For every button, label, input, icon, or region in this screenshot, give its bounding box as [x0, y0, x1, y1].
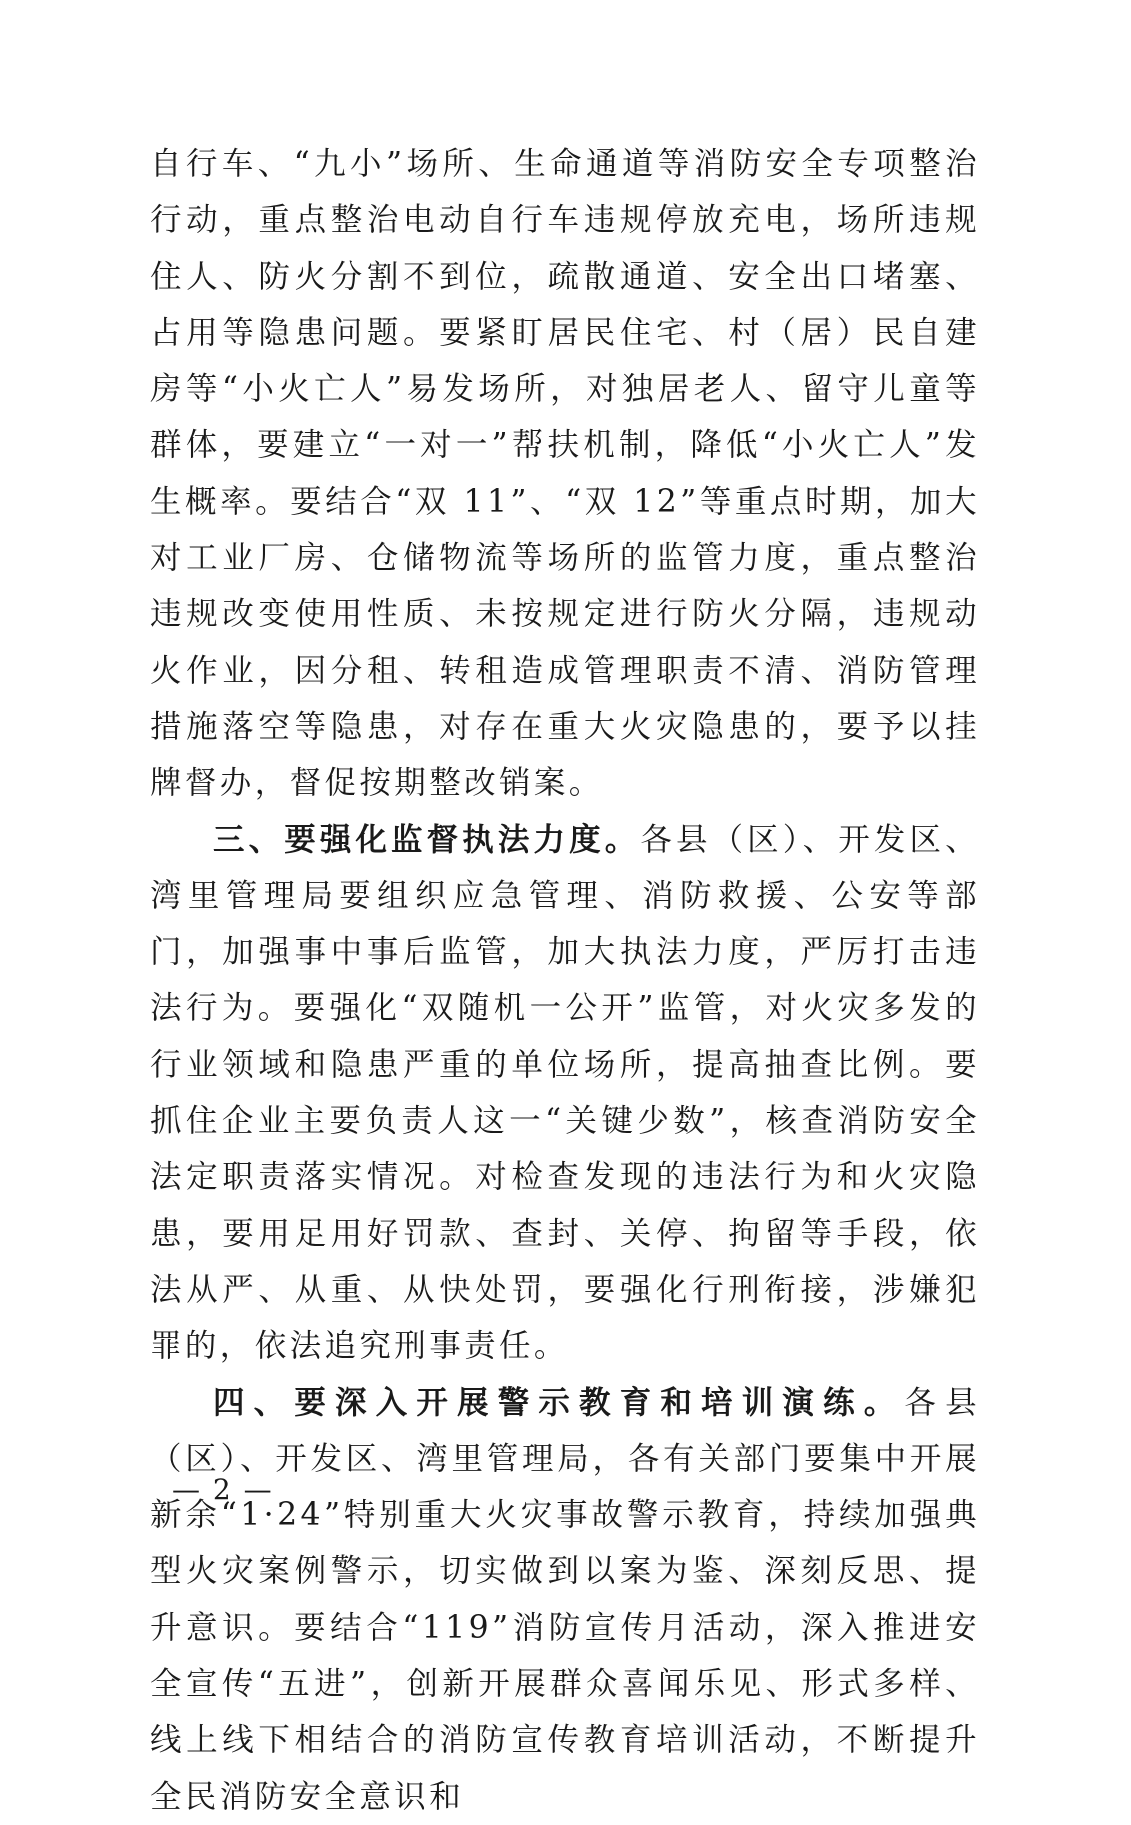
paragraph-continued: 自行车、“九小”场所、生命通道等消防安全专项整治行动，重点整治电动自行车违规停放充电，场所违规住人、防火分割不到位，疏散通道、安全出口堵塞、占用等隐患问题。要紧盯居民住宅、村（居）民自建房等“小火亡人”易发场所，对独居老人、留守儿童等群体，要建立“一对一”帮扶机制，降低“小火亡人”发生概率。要结合“双 11”、“双 12”等重点时期，加大对工业厂房、仓储物流等场所的监管力度，重点整治违规改变使用性质、未按规定进行防火分隔，违规动火作业，因分租、转租造成管理职责不清、消防管理措施落空等隐患，对存在重大火灾隐患的，要予以挂牌督办，督促按期整改销案。	[150, 146, 980, 802]
section-3-paragraph	[150, 812, 980, 1375]
page-number: — 2 —	[172, 1473, 274, 1506]
section-3-body: 各县（区）、开发区、湾里管理局要组织应急管理、消防救援、公安等部门，加强事中事后监管，加大执法力度，严厉打击违法行为。要强化“双随机一公开”监管，对火灾多发的行业领域和隐患严重的单位场所，提高抽查比例。要抓住企业主要负责人这一“关键少数”，核查消防安全法定职责落实情况。对检查发现的违法行为和火灾隐患，要用足用好罚款、查封、关停、拘留等手段，依法从严、从重、从快处罚，要强化行刑衔接，涉嫌犯罪的，依法追究刑事责任。	[150, 821, 980, 1365]
section-3-heading: 三、要强化监督执法力度。	[213, 821, 641, 858]
section-4-heading: 四、要深入开展警示教育和培训演练。	[213, 1384, 905, 1421]
document-body	[150, 136, 980, 1825]
section-4-body: 各县（区）、开发区、湾里管理局，各有关部门要集中开展新余“1·24”特别重大火灾事故警示教育，持续加强典型火灾案例警示，切实做到以案为鉴、深刻反思、提升意识。要结合“119”消防宣传月活动，深入推进安全宣传“五进”，创新开展群众喜闻乐见、形式多样、线上线下相结合的消防宣传教育培训活动，不断提升全民消防安全意识和	[150, 1384, 980, 1815]
